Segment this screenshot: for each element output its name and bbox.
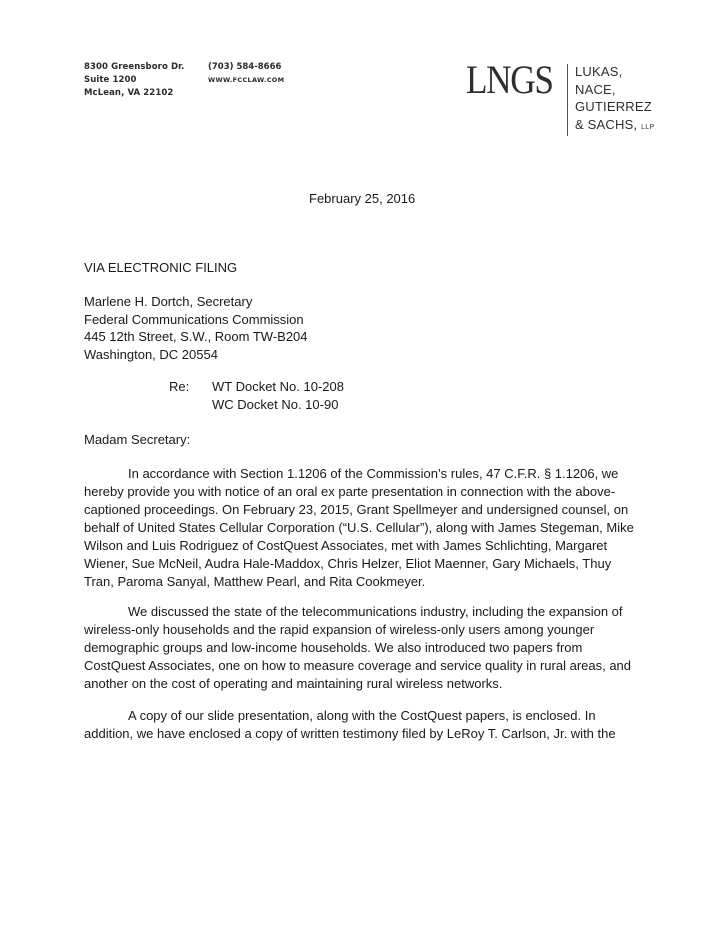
paragraph-line: We discussed the state of the telecommunications industry, including the expansion of bbox=[128, 604, 623, 619]
paragraph-line: A copy of our slide presentation, along with the CostQuest papers, is enclosed. In bbox=[128, 708, 596, 723]
recipient-line: Washington, DC 20554 bbox=[84, 346, 218, 362]
recipient-line: Marlene H. Dortch, Secretary bbox=[84, 294, 253, 309]
body-paragraph bbox=[84, 707, 644, 743]
phone-number: (703) 584-8666 bbox=[208, 62, 282, 72]
salutation: Madam Secretary: bbox=[84, 432, 191, 447]
logo-divider bbox=[567, 64, 568, 136]
paragraph-line: wireless-only households and the rapid expansion of wireless-only users among younger bbox=[84, 622, 595, 637]
paragraph-line: CostQuest Associates, one on how to measure coverage and service quality in rural areas, and bbox=[84, 658, 632, 673]
body-paragraph bbox=[84, 603, 644, 693]
paragraph-line: Tran, Paroma Sanyal, Matthew Pearl, and Rita Cookmeyer. bbox=[84, 574, 426, 589]
firm-name-last-line bbox=[575, 116, 654, 137]
re-dockets bbox=[212, 378, 344, 413]
firm-name bbox=[575, 63, 654, 136]
paragraph-line: Wilson and Luis Rodriguez of CostQuest Associates, met with James Schlichting, Margaret bbox=[84, 538, 608, 553]
firm-suffix: LLP bbox=[641, 123, 655, 131]
paragraph-line: addition, we have enclosed a copy of written testimony filed by LeRoy T. Carlson, Jr. with the bbox=[84, 726, 616, 741]
paragraph-line: behalf of United States Cellular Corporation (“U.S. Cellular”), along with James Stegeman, Mike bbox=[84, 520, 634, 535]
firm-name-line: NACE, bbox=[575, 81, 616, 97]
re-label: Re: bbox=[169, 379, 190, 394]
docket-line: WT Docket No. 10-208 bbox=[212, 379, 344, 394]
website-link[interactable]: WWW.FCCLAW.COM bbox=[208, 76, 285, 84]
firm-name-line: LUKAS, bbox=[575, 64, 623, 79]
paragraph-line: demographic groups and low-income households. We also introduced two papers from bbox=[84, 640, 583, 655]
letterhead-address bbox=[84, 61, 185, 100]
recipient-address bbox=[84, 293, 308, 363]
address-street: 8300 Greensboro Dr. bbox=[84, 62, 185, 72]
body-paragraph bbox=[84, 465, 644, 591]
recipient-line: 445 12th Street, S.W., Room TW-B204 bbox=[84, 329, 308, 344]
paragraph-line: another on the cost of operating and maintaining rural wireless networks. bbox=[84, 676, 503, 691]
paragraph-line: Wiener, Sue McNeil, Audra Hale-Maddox, Chris Helzer, Eliot Maenner, Gary Michaels, Thuy bbox=[84, 556, 612, 571]
firm-logo-mark: LNGS bbox=[466, 57, 553, 102]
docket-line: WC Docket No. 10-90 bbox=[212, 396, 339, 412]
paragraph-line: captioned proceedings. On February 23, 2015, Grant Spellmeyer and undersigned counsel, on bbox=[84, 502, 629, 517]
letter-date: February 25, 2016 bbox=[309, 191, 416, 206]
firm-name-line: & SACHS, bbox=[575, 116, 638, 132]
address-city: McLean, VA 22102 bbox=[84, 88, 174, 98]
address-suite: Suite 1200 bbox=[84, 75, 137, 85]
paragraph-line: hereby provide you with notice of an oral ex parte presentation in connection with the above- bbox=[84, 484, 616, 499]
recipient-line: Federal Communications Commission bbox=[84, 311, 304, 327]
paragraph-line: In accordance with Section 1.1206 of the Commission’s rules, 47 C.F.R. § 1.1206, we bbox=[128, 466, 619, 481]
letterhead-contact bbox=[208, 61, 284, 87]
delivery-method: VIA ELECTRONIC FILING bbox=[84, 260, 238, 275]
firm-name-line: GUTIERREZ bbox=[575, 99, 652, 114]
